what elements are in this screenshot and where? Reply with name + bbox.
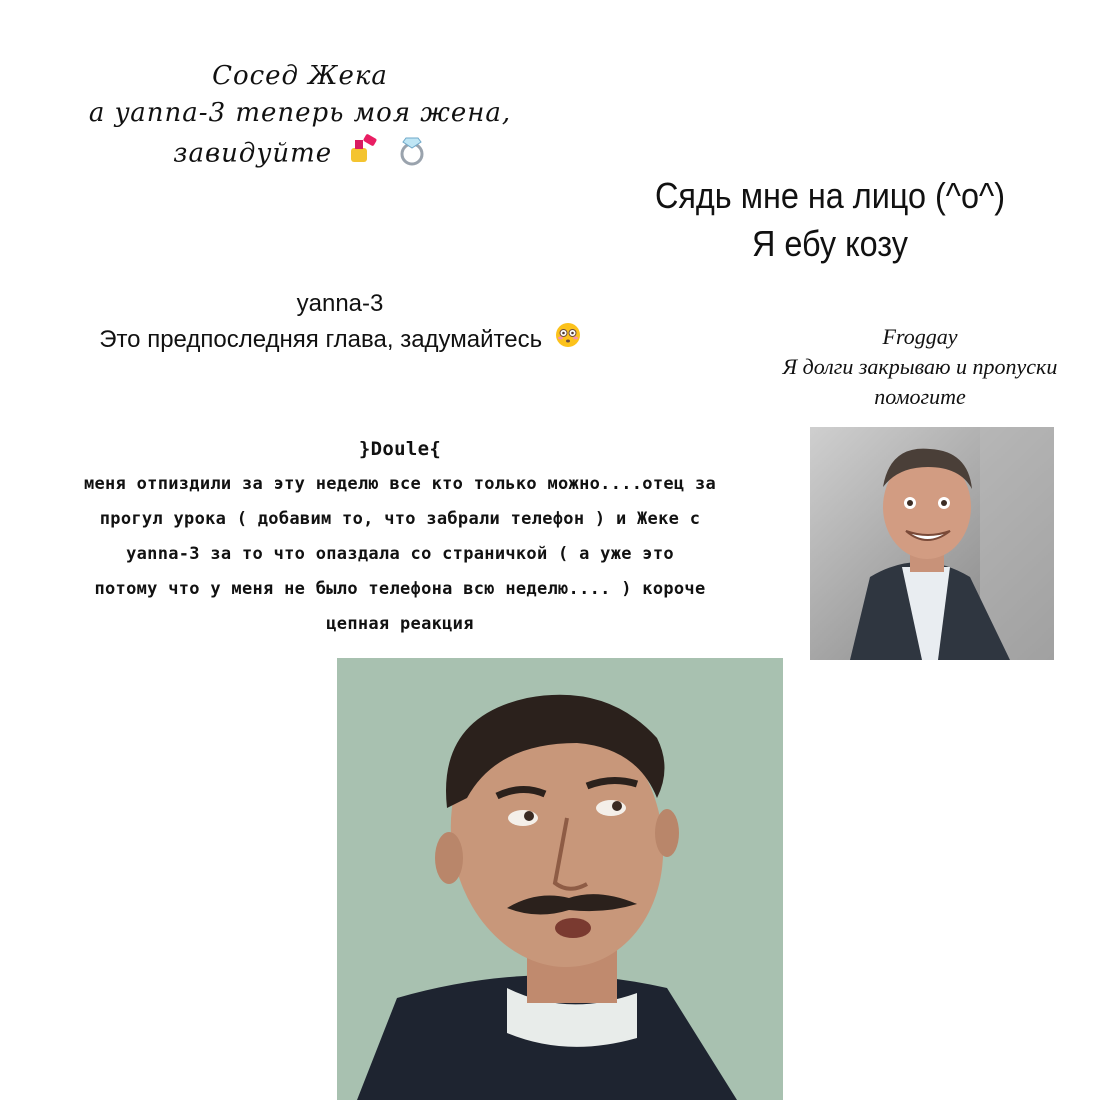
comment-author: yanna-3: [296, 290, 384, 317]
comment-text-line: Я долги закрываю и пропуски: [782, 354, 1058, 379]
comment-text-line: Это предпоследняя глава, задумайтесь: [99, 326, 543, 353]
comment-text-line: Я ебу козу: [751, 223, 908, 264]
comment-author: }Doule{: [358, 438, 442, 460]
comment-sosed-zheka: [70, 58, 530, 177]
comment-froggay: [740, 322, 1100, 412]
comment-text-line-with-emoji: [70, 132, 530, 177]
comment-text-line: а yanna-3 теперь моя жена,: [88, 98, 512, 128]
comment-text-line: Сядь мне на лицо (^o^): [654, 175, 1006, 216]
nail-polish-icon: [347, 132, 381, 177]
comment-text-line-with-emoji: [60, 322, 620, 359]
comment-text-line: завидуйте: [173, 138, 333, 169]
comment-doule: [50, 432, 750, 642]
comment-author: Сосед Жека: [212, 61, 388, 91]
photo-man-with-mustache: [337, 658, 783, 1100]
comment-sit-on-face: [600, 172, 1060, 268]
comment-text-line: прогул урока ( добавим то, что забрали телефон ) и Жеке с: [99, 509, 701, 529]
comment-text-line: цепная реакция: [326, 614, 474, 634]
comment-author: Froggay: [882, 324, 958, 349]
comment-text-line: yanna-3 за то что опаздала со страничкой ( а уже это: [126, 544, 674, 564]
photo-man-smiling-in-car: [810, 427, 1054, 660]
comment-text-line: потому что у меня не было телефона всю неделю.... ) короче: [94, 579, 706, 599]
comment-yanna-3: [60, 286, 620, 359]
ring-icon: [397, 132, 427, 177]
comment-text-line: меня отпиздили за эту неделю все кто только можно....отец за: [83, 474, 717, 494]
flushed-face-icon: [555, 322, 581, 359]
comment-text-line: помогите: [874, 384, 966, 409]
